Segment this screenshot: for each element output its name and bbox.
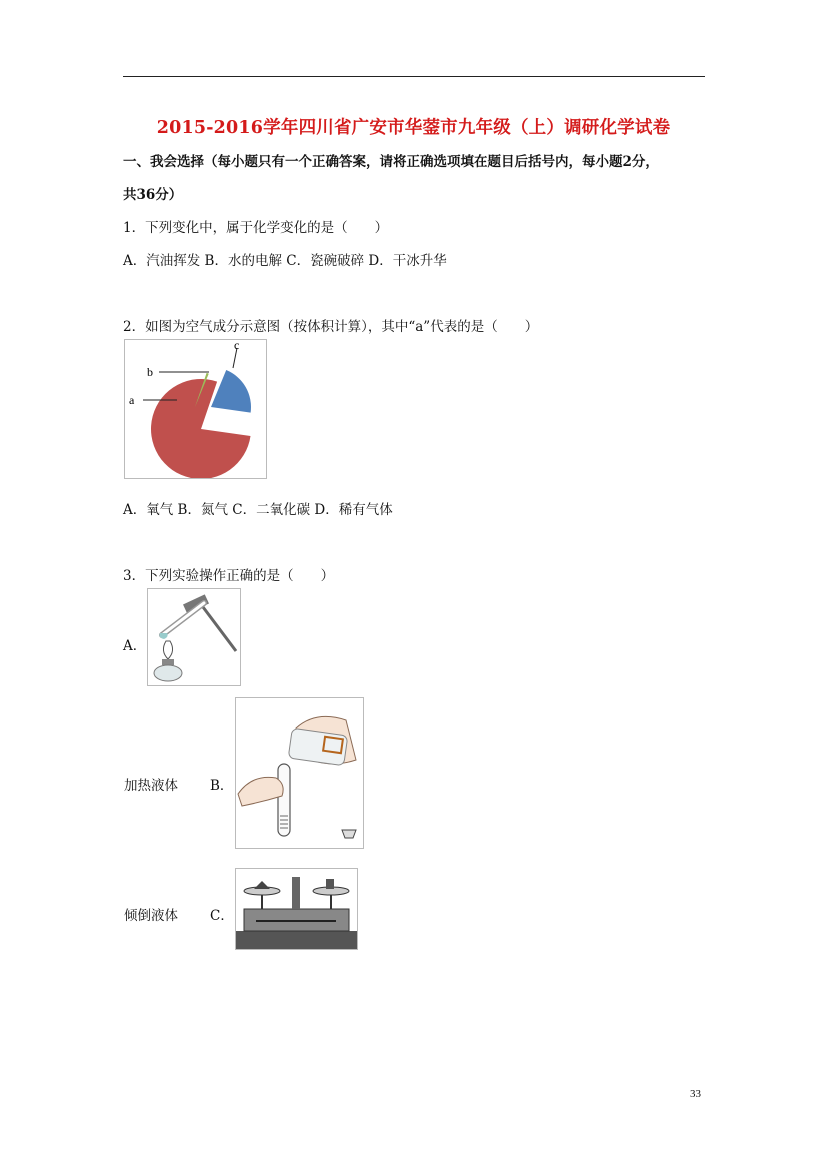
question-3-stem: 3．下列实验操作正确的是（ ）	[123, 568, 335, 584]
pouring-liquid-figure	[235, 697, 364, 849]
bottle-stopper	[342, 830, 356, 838]
balance-base	[236, 931, 357, 949]
question-2-stem: 2．如图为空气成分示意图（按体积计算），其中“a”代表的是（ ）	[123, 319, 539, 335]
test-tube-liquid	[160, 633, 168, 639]
pie-chart	[125, 340, 266, 478]
question-3-option-c-label: C．	[210, 908, 234, 924]
heating-liquid-illustration	[148, 589, 240, 685]
header-rule	[123, 76, 705, 77]
question-3-option-a-label: A．	[123, 638, 147, 654]
question-3-caption-b: 倾倒液体	[124, 908, 178, 924]
page-title: 2015-2016学年四川省广安市华蓥市九年级（上）调研化学试卷	[156, 118, 671, 138]
pie-slice-c	[211, 370, 251, 413]
air-composition-pie-figure	[124, 339, 267, 479]
question-2-options: A．氧气 B．氮气 C．二氧化碳 D．稀有气体	[123, 502, 393, 518]
balance-figure	[235, 868, 358, 950]
flame-icon	[163, 641, 172, 659]
alcohol-lamp	[154, 665, 182, 681]
tube-holder-handle	[203, 607, 236, 651]
pie-label-a: a	[129, 393, 135, 407]
question-1-options: A．汽油挥发 B．水的电解 C．瓷碗破碎 D．干冰升华	[123, 253, 447, 269]
section-heading-line1: 一、我会选择（每小题只有一个正确答案，请将正确选项填在题目后括号内，每小题2分，	[123, 154, 659, 170]
question-3-option-b-label: B．	[210, 778, 234, 794]
holding-hand	[238, 777, 283, 806]
receiving-test-tube	[278, 764, 290, 836]
question-3-caption-a: 加热液体	[124, 778, 178, 794]
weight-on-right-pan	[326, 879, 334, 889]
pie-label-b: b	[147, 365, 153, 379]
lamp-wick-holder	[162, 659, 174, 665]
heating-liquid-figure	[147, 588, 241, 686]
page-number: 33	[690, 1088, 701, 1100]
pouring-liquid-illustration	[236, 698, 363, 848]
pie-label-c: c	[234, 340, 240, 352]
sample-on-left-pan	[254, 881, 270, 889]
section-heading-line2: 共36分）	[123, 187, 183, 203]
balance-pointer-post	[292, 877, 300, 909]
question-1-stem: 1．下列变化中，属于化学变化的是（ ）	[123, 220, 389, 236]
balance-illustration	[236, 869, 357, 949]
